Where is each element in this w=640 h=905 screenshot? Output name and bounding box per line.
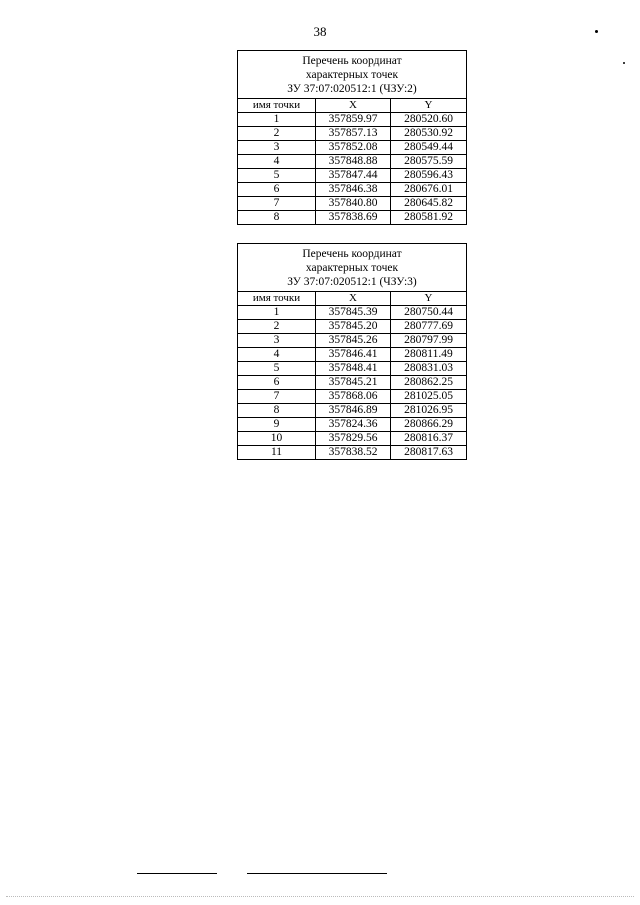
column-header-x: X [316, 99, 391, 113]
table-row [238, 306, 467, 320]
point-name: 8 [238, 404, 316, 418]
coordinate-table-chzu-3 [237, 243, 467, 460]
table-row [238, 169, 467, 183]
table-row [238, 141, 467, 155]
point-name: 9 [238, 418, 316, 432]
table-header-row [238, 99, 467, 113]
point-name: 5 [238, 169, 316, 183]
y-value: 280866.29 [391, 418, 467, 432]
point-name: 3 [238, 141, 316, 155]
caption-line: ЗУ 37:07:020512:1 (ЧЗУ:3) [287, 276, 417, 288]
caption-line: Перечень координат [302, 55, 402, 67]
caption-line: характерных точек [305, 69, 399, 81]
x-value: 357847.44 [316, 169, 391, 183]
table-row [238, 320, 467, 334]
coordinate-table-chzu-2 [237, 50, 467, 225]
y-value: 280797.99 [391, 334, 467, 348]
point-name: 2 [238, 320, 316, 334]
y-value: 280862.25 [391, 376, 467, 390]
point-name: 7 [238, 390, 316, 404]
x-value: 357824.36 [316, 418, 391, 432]
x-value: 357846.89 [316, 404, 391, 418]
y-value: 281025.05 [391, 390, 467, 404]
point-name: 6 [238, 376, 316, 390]
x-value: 357848.88 [316, 155, 391, 169]
signature-line [137, 873, 217, 874]
scan-speck [623, 62, 625, 64]
point-name: 1 [238, 113, 316, 127]
x-value: 357845.21 [316, 376, 391, 390]
table-caption [238, 51, 467, 99]
point-name: 5 [238, 362, 316, 376]
x-value: 357845.20 [316, 320, 391, 334]
x-value: 357848.41 [316, 362, 391, 376]
table-row [238, 211, 467, 225]
caption-line: Перечень координат [302, 248, 402, 260]
signature-line [247, 873, 387, 874]
y-value: 280831.03 [391, 362, 467, 376]
point-name: 10 [238, 432, 316, 446]
y-value: 280575.59 [391, 155, 467, 169]
caption-line: ЗУ 37:07:020512:1 (ЧЗУ:2) [287, 83, 417, 95]
table-row [238, 334, 467, 348]
table-row [238, 127, 467, 141]
table-row [238, 197, 467, 211]
table-row [238, 404, 467, 418]
table-row [238, 432, 467, 446]
column-header-y: Y [391, 99, 467, 113]
x-value: 357868.06 [316, 390, 391, 404]
x-value: 357845.39 [316, 306, 391, 320]
x-value: 357846.41 [316, 348, 391, 362]
point-name: 1 [238, 306, 316, 320]
y-value: 280581.92 [391, 211, 467, 225]
y-value: 280811.49 [391, 348, 467, 362]
x-value: 357846.38 [316, 183, 391, 197]
column-header-point-name: имя точки [238, 292, 316, 306]
y-value: 280530.92 [391, 127, 467, 141]
table-row [238, 418, 467, 432]
x-value: 357840.80 [316, 197, 391, 211]
table-caption [238, 244, 467, 292]
y-value: 281026.95 [391, 404, 467, 418]
point-name: 2 [238, 127, 316, 141]
y-value: 280645.82 [391, 197, 467, 211]
y-value: 280816.37 [391, 432, 467, 446]
point-name: 4 [238, 155, 316, 169]
table-row [238, 390, 467, 404]
y-value: 280520.60 [391, 113, 467, 127]
x-value: 357857.13 [316, 127, 391, 141]
x-value: 357838.52 [316, 446, 391, 460]
table-row [238, 113, 467, 127]
x-value: 357838.69 [316, 211, 391, 225]
point-name: 11 [238, 446, 316, 460]
x-value: 357829.56 [316, 432, 391, 446]
point-name: 8 [238, 211, 316, 225]
y-value: 280777.69 [391, 320, 467, 334]
point-name: 3 [238, 334, 316, 348]
table-row [238, 376, 467, 390]
caption-line: характерных точек [305, 262, 399, 274]
table-row [238, 362, 467, 376]
y-value: 280549.44 [391, 141, 467, 155]
table-row [238, 155, 467, 169]
point-name: 6 [238, 183, 316, 197]
page-number: 38 [313, 24, 327, 39]
y-value: 280750.44 [391, 306, 467, 320]
x-value: 357852.08 [316, 141, 391, 155]
point-name: 7 [238, 197, 316, 211]
column-header-point-name: имя точки [238, 99, 316, 113]
scan-noise-line [6, 896, 634, 897]
y-value: 280817.63 [391, 446, 467, 460]
x-value: 357845.26 [316, 334, 391, 348]
column-header-y: Y [391, 292, 467, 306]
x-value: 357859.97 [316, 113, 391, 127]
scan-speck [595, 30, 598, 33]
table-row [238, 183, 467, 197]
column-header-x: X [316, 292, 391, 306]
y-value: 280676.01 [391, 183, 467, 197]
table-row [238, 348, 467, 362]
table-row [238, 446, 467, 460]
point-name: 4 [238, 348, 316, 362]
y-value: 280596.43 [391, 169, 467, 183]
table-header-row [238, 292, 467, 306]
